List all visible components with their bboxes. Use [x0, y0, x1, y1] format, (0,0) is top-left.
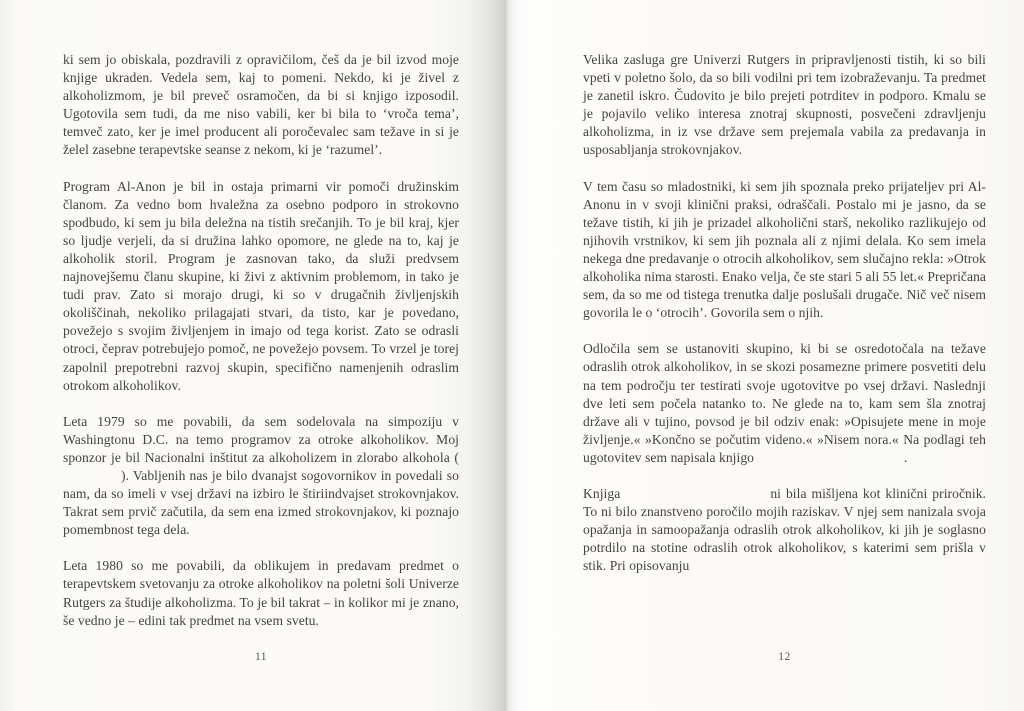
paragraph: Leta 1980 so me povabili, da oblikujem in predavam predmet o terapevtskem svetovanju za otroke alkoholikov na poletni šoli Univerze Rutgers za študije alkoholizma. To je bil takrat – in kolikor mi je znano, še vedno je – edini tak predmet na vsem svetu.	[63, 558, 459, 628]
paragraph-text: ni bila mišljena kot klinični priročnik. To ni bilo znanstveno poročilo mojih raziskav. V njej sem nanizala svoja opažanja in samoopažanja odraslih otrok alkoholikov, ki jih je soglasno potrdilo na stotine odraslih otrok alkoholikov, s katerimi sem prišla v stik. Pri opisovanju	[583, 485, 986, 574]
redacted-acronym-blank	[63, 479, 121, 480]
left-page-text	[63, 51, 459, 630]
paragraph-text: Odločila sem se ustanoviti skupino, ki bi se osredotočala na težave odraslih otrok alkoholikov, in se skozi posamezne primere posvetiti delu na tem področju ter testirati svoje ugotovitve po vsej državi. Naslednji dve leti sem počela natanko to. Ne glede na to, kam sem šla znotraj države ali v tujino, povsod je bil odziv enak: »Opisujete mene in moje življenje.« »Končno se počutim videno.« »Nisem nora.« Na podlagi teh ugotovitev sem napisala knjigo	[583, 341, 986, 465]
paragraph: Velika zasluga gre Univerzi Rutgers in pripravljenosti tistih, ki so bili vpeti v poletno šolo, da so bili vodilni pri tem izobraževanju. Ta predmet je zanetil iskro. Čudovito je bilo prejeti potrditev in podporo. Kmalu se je pojavilo veliko interesa znotraj skupnosti, posvečeni zdravljenju alkoholizma, in iz vse države sem prejemala vabila za predavanja in usposabljanja strokovnjakov.	[583, 52, 986, 158]
left-page-number: 11	[254, 651, 268, 663]
redacted-book-title-blank	[754, 461, 904, 462]
paragraph-text: .	[904, 449, 908, 465]
paragraph: ki sem jo obiskala, pozdravili z opravičilom, češ da je bil izvod moje knjige ukraden. Vedela sem, kaj to pomeni. Nekdo, ki je živel z alkoholizmom, je bil preveč osramočen, da bi si knjigo izposodil. Ugotovila sem tudi, da me niso vabili, ker bi bila to ‘vroča tema’, temveč zato, ker je imel producent ali poročevalec sam težave in si je želel zasebne terapevtske seanse z nekom, ki je ‘razumel’.	[63, 52, 459, 158]
paragraph-text: Knjiga	[583, 485, 621, 501]
paragraph	[63, 413, 459, 540]
paragraph: V tem času so mladostniki, ki sem jih spoznala preko prijateljev pri Al-Anonu in v svoji klinični praksi, odraščali. Postalo mi je jasno, da se težave tistih, ki jih je prizadel alkoholični starš, nekoliko razlikujejo od njihovih vrstnikov, ki sem jih poznala ali z njimi delala. Ko sem imela nekega dne predavanje o otrocih alkoholikov, sem slučajno rekla: »Otrok alkoholika nima starosti. Enako velja, če ste stari 5 ali 55 let.« Prepričana sem, da so me od tistega trenutka dalje poslušali drugače. Nič več nisem govorila le o ‘otrocih’. Govorila sem o njih.	[583, 178, 986, 321]
paragraph	[583, 340, 986, 467]
paragraph: Program Al-Anon je bil in ostaja primarni vir pomoči družinskim članom. Za vedno bom hvaležna za osebno podporo in strokovno spodbudo, ki sem ju bila deležna na tistih srečanjih. To je bil kraj, kjer so ljudje verjeli, da si družina lahko opomore, ne glede na to, kaj je alkoholik storil. Program je zasnovan tako, da služi predvsem najnovejšemu članu skupine, ki živi z aktivnim problemom, in tako je tudi prav. Zato si morajo drugi, ki so v drugačnih življenjskih okoliščinah, nekoliko prilagajati stvari, da tisto, kar je povedano, povežejo s svojim življenjem in imajo od tega korist. Zato se odrasli otroci, čeprav potrebujejo pomoč, ne povežejo povsem. To vrzel je torej zapolnil prepotrebni razvoj skupin, specifično namenjenih odraslim otrokom alkoholikov.	[63, 178, 459, 393]
right-page-number: 12	[778, 651, 791, 663]
paragraph-text: Leta 1979 so me povabili, da sem sodelovala na simpoziju v Washingtonu D.C. na temo programov za otroke alkoholikov. Moj sponzor je bil Nacionalni inštitut za alkoholizem in zlorabo alkohola (	[63, 413, 459, 465]
paragraph-text: ). Vabljenih nas je bilo dvanajst sogovornikov in povedali so nam, da so imeli v vsej državi na izbiro le štiriindvajset strokovnjakov. Takrat sem prvič začutila, da sem ena izmed strokovnjakov, ki poznajo pomembnost tega dela.	[63, 467, 459, 538]
paragraph	[583, 485, 986, 575]
right-page-text	[583, 51, 986, 575]
left-page	[0, 0, 506, 711]
redacted-book-title-blank	[620, 497, 770, 498]
right-page	[506, 0, 1024, 711]
